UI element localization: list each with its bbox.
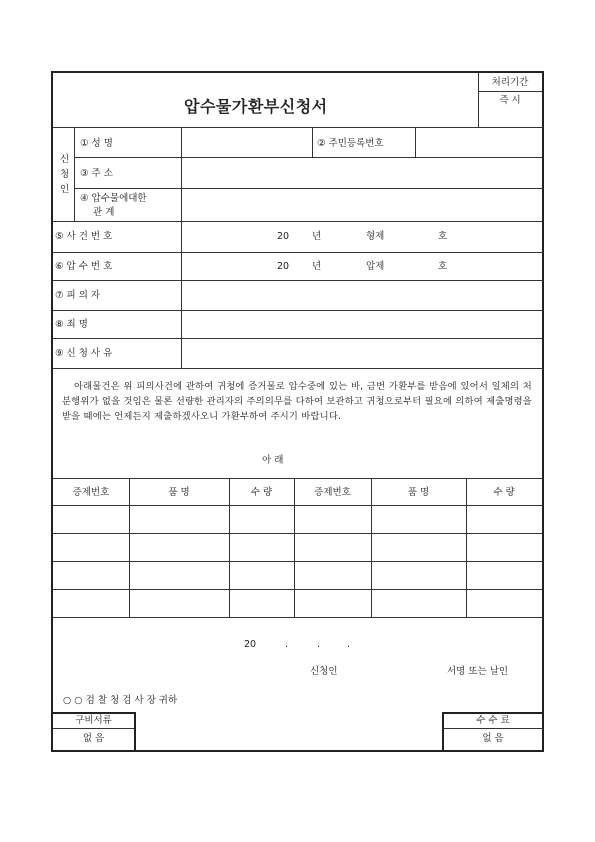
col-header-item-name: 품 명 — [168, 487, 190, 498]
rule — [53, 478, 543, 479]
rule — [294, 478, 295, 617]
relation-label-1: ④ 압수물에대한 — [80, 193, 147, 204]
docs-box-divider — [53, 728, 134, 729]
addressee: ○ ○ 검 찰 청 검 사 장 귀하 — [63, 695, 178, 706]
crime-label: ⑧ 죄 명 — [55, 319, 88, 330]
rule — [53, 221, 543, 222]
rule — [53, 368, 543, 369]
reason-field[interactable] — [183, 340, 541, 366]
seizure-no-unit: 호 — [438, 261, 448, 272]
col-header-quantity: 수 량 — [250, 487, 273, 498]
required-docs-label: 구비서류 — [75, 715, 112, 726]
date-dot-2: . — [317, 639, 321, 650]
form-title: 압수물가환부신청서 — [184, 97, 328, 116]
rule — [74, 157, 543, 158]
rule — [53, 127, 543, 128]
case-no-year-unit: 년 — [312, 231, 322, 242]
date-year: 20 — [244, 639, 257, 650]
applicant-label-1: 신 — [60, 154, 70, 165]
rule — [53, 505, 543, 506]
rule — [53, 338, 543, 339]
rule — [371, 478, 372, 617]
relation-field[interactable] — [183, 190, 541, 219]
col-header-quantity-2: 수 량 — [493, 487, 515, 498]
fee-label: 수 수 료 — [476, 715, 510, 726]
seizure-no-year: 20 — [277, 261, 290, 272]
docs-box-right — [134, 712, 136, 751]
statement-paragraph: 아래물건은 위 피의사건에 관하여 귀청에 증거물로 압수중에 있는 바, 금번 가환부를 받음에 있어서 일체의 처분행위가 없을 것임은 물론 선량한 관리자의 주의의무를 다하여 보관하고 귀청으로부터 필요에 의하여 제출명령을 받을 때에는 언제든지 제출하겠사오니 가환부하여 주시기 바랍니다. — [62, 381, 532, 422]
rule — [53, 533, 543, 534]
applicant-label-2: 청 — [60, 169, 70, 180]
required-docs-value: 없 음 — [82, 733, 105, 744]
case-no-type: 형제 — [366, 231, 385, 242]
rule — [74, 127, 75, 221]
docs-box-top — [53, 712, 135, 714]
suspect-label: ⑦ 피 의 자 — [55, 290, 101, 301]
seizure-no-type: 압제 — [366, 261, 385, 272]
case-no-year: 20 — [277, 231, 290, 242]
seizure-no-label: ⑥ 압 수 번 호 — [55, 261, 113, 272]
rule — [53, 310, 543, 311]
resident-no-label: ② 주민등록번호 — [317, 138, 384, 149]
name-field[interactable] — [183, 129, 310, 155]
address-field[interactable] — [183, 159, 541, 186]
applicant-sign-label: 신청인 — [310, 666, 338, 677]
processing-period-label: 처리기간 — [491, 77, 529, 88]
rule — [53, 617, 543, 618]
rule — [415, 127, 416, 157]
case-no-label: ⑤ 사 건 번 호 — [55, 231, 113, 242]
below-label: 아 래 — [262, 455, 284, 466]
fee-box-divider — [443, 728, 543, 729]
name-label: ① 성 명 — [80, 138, 113, 149]
rule — [53, 252, 543, 253]
applicant-label-3: 인 — [60, 184, 70, 195]
col-header-item-name-2: 품 명 — [407, 487, 430, 498]
fee-value: 없 음 — [482, 733, 504, 744]
suspect-field[interactable] — [183, 282, 541, 308]
rule — [466, 478, 467, 617]
rule — [129, 478, 130, 617]
rule — [181, 127, 182, 368]
relation-label-2: 관 계 — [93, 207, 115, 218]
rule — [229, 478, 230, 617]
sign-or-seal-label: 서명 또는 날인 — [447, 666, 509, 677]
address-label: ③ 주 소 — [80, 168, 113, 179]
rule — [53, 280, 543, 281]
col-header-exhibit-no-2: 증제번호 — [314, 487, 351, 498]
rule — [53, 561, 543, 562]
processing-period-value: 즉 시 — [499, 95, 521, 106]
rule — [74, 188, 543, 189]
reason-label: ⑨ 신 청 사 유 — [55, 348, 113, 359]
seizure-no-year-unit: 년 — [312, 261, 322, 272]
resident-no-field[interactable] — [417, 129, 541, 155]
crime-field[interactable] — [183, 312, 541, 336]
date-dot-3: . — [347, 639, 351, 650]
case-no-unit: 호 — [438, 231, 448, 242]
date-dot-1: . — [285, 639, 289, 650]
rule — [312, 127, 313, 157]
period-box-divider — [478, 91, 542, 92]
rule — [53, 589, 543, 590]
fee-box-top — [442, 712, 543, 714]
col-header-exhibit-no: 증제번호 — [72, 487, 110, 498]
